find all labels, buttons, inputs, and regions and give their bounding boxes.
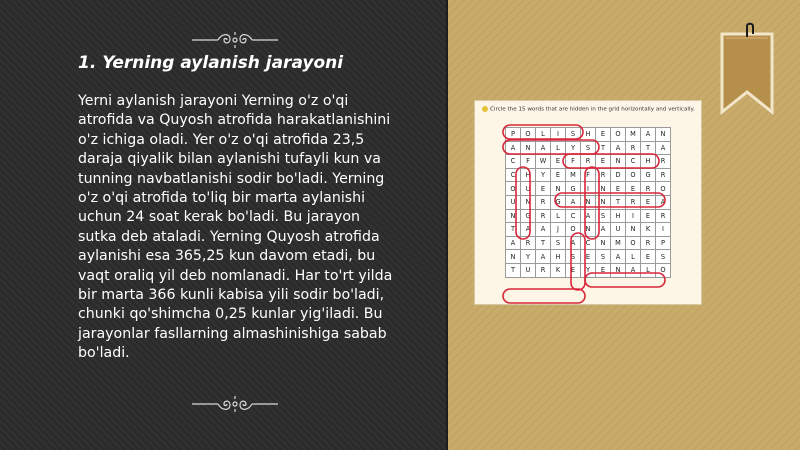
grid-cell: C [506, 155, 521, 169]
paperclip-icon [744, 22, 756, 38]
word-circle [503, 140, 599, 154]
grid-cell: N [581, 223, 596, 237]
grid-cell: A [521, 223, 536, 237]
grid-cell: E [596, 263, 611, 277]
grid-cell: Y [536, 168, 551, 182]
grid-cell: E [551, 168, 566, 182]
grid-cell: T [596, 141, 611, 155]
grid-cell: N [656, 128, 671, 142]
grid-cell: A [566, 195, 581, 209]
grid-cell: W [536, 155, 551, 169]
grid-cell: R [641, 236, 656, 250]
grid-cell: N [581, 195, 596, 209]
word-circle [585, 167, 599, 239]
grid-cell: N [521, 195, 536, 209]
grid-cell: A [596, 223, 611, 237]
grid-cell: R [656, 209, 671, 223]
grid-cell: E [566, 263, 581, 277]
word-circle [571, 233, 585, 290]
grid-cell: R [626, 195, 641, 209]
grid-cell: S [566, 128, 581, 142]
grid-cell: E [536, 182, 551, 196]
grid-cell: S [551, 236, 566, 250]
word-search-image [474, 100, 702, 305]
word-search-instruction: Circle the 15 words that are hidden in the grid horizontally and vertically. [482, 106, 695, 113]
grid-cell: T [536, 236, 551, 250]
grid-cell: S [596, 209, 611, 223]
grid-cell: A [641, 128, 656, 142]
grid-cell: F [581, 168, 596, 182]
grid-cell: Y [521, 250, 536, 264]
grid-cell: M [626, 128, 641, 142]
ornament-bottom-icon [190, 394, 280, 414]
grid-cell: O [566, 223, 581, 237]
slide-body-text: Yerni aylanish jarayoni Yerning o'z o'qi atrofida va Quyosh atrofida harakatlanishini o'z ichiga oladi. Yer o'z o'qi atrofida 23,5 daraja qiyalik bilan aylanishi tufayli kun va tunning navbatlanishi sodir bo'ladi. Yerning o'z o'qi atrofida to'liq bir marta aylanishi uchun 24 soat kerak bo'ladi. Bu jarayon sutka deb ataladi. Yerning Quyosh atrofida aylanishi esa 365,25 kun davom etadi, bu vaqt oraliq yil deb nomlanadi. Har to'rt yilda bir marta 366 kunli kabisa yili sodir bo'ladi, chunki qo'shimcha 0,25 kunlar yig'iladi. Bu jarayonlar fasllarning almashinishiga sabab bo'ladi. [78, 93, 393, 362]
grid-cell: I [626, 209, 641, 223]
word-circle [503, 289, 585, 303]
word-circle [516, 167, 530, 239]
grid-cell: E [581, 250, 596, 264]
word-circle [585, 273, 665, 287]
grid-cell: A [656, 195, 671, 209]
grid-cell: R [641, 182, 656, 196]
grid-cell: H [521, 168, 536, 182]
grid-cell: R [536, 209, 551, 223]
grid-cell: N [596, 182, 611, 196]
grid-cell: K [551, 263, 566, 277]
grid-cell: A [506, 236, 521, 250]
grid-cell: R [581, 155, 596, 169]
grid-cell: M [611, 236, 626, 250]
grid-cell: P [506, 128, 521, 142]
grid-cell: T [506, 223, 521, 237]
grid-cell: E [641, 209, 656, 223]
grid-cell: A [566, 236, 581, 250]
grid-cell: H [641, 155, 656, 169]
grid-cell: O [656, 263, 671, 277]
grid-cell: N [626, 223, 641, 237]
grid-cell: L [551, 209, 566, 223]
word-circles [475, 101, 701, 304]
grid-cell: O [626, 236, 641, 250]
grid-cell: N [506, 209, 521, 223]
grid-cell: R [521, 236, 536, 250]
word-circle [555, 193, 665, 207]
grid-cell: C [566, 209, 581, 223]
grid-cell: O [611, 128, 626, 142]
grid-cell: A [506, 141, 521, 155]
grid-cell: Y [581, 263, 596, 277]
grid-cell: D [611, 168, 626, 182]
grid-cell: N [611, 263, 626, 277]
grid-cell: N [596, 195, 611, 209]
grid-cell: S [596, 250, 611, 264]
grid-cell: S [581, 141, 596, 155]
grid-cell: G [641, 168, 656, 182]
grid-cell: L [641, 263, 656, 277]
grid-cell: Y [566, 141, 581, 155]
grid-cell: R [656, 155, 671, 169]
grid-cell: A [581, 209, 596, 223]
grid-cell: R [536, 195, 551, 209]
grid-cell: N [596, 236, 611, 250]
grid-cell: E [596, 128, 611, 142]
grid-cell: K [641, 223, 656, 237]
grid-cell: N [506, 250, 521, 264]
grid-cell: A [611, 141, 626, 155]
grid-cell: L [551, 141, 566, 155]
grid-cell: S [656, 250, 671, 264]
grid-cell: U [521, 263, 536, 277]
grid-cell: E [641, 250, 656, 264]
grid-cell: A [536, 223, 551, 237]
grid-cell: T [611, 195, 626, 209]
grid-cell: P [656, 236, 671, 250]
grid-cell: R [656, 168, 671, 182]
grid-cell: T [506, 263, 521, 277]
grid-cell: E [596, 155, 611, 169]
panel-divider [446, 0, 448, 450]
ornament-top-icon [190, 30, 280, 50]
grid-cell: E [551, 155, 566, 169]
grid-cell: O [521, 128, 536, 142]
grid-cell: C [626, 155, 641, 169]
grid-cell: S [566, 250, 581, 264]
grid-cell: I [581, 182, 596, 196]
grid-cell: I [656, 223, 671, 237]
grid-cell: A [626, 263, 641, 277]
grid-cell: H [611, 209, 626, 223]
grid-cell: O [626, 168, 641, 182]
grid-cell: A [611, 250, 626, 264]
grid-cell: G [566, 182, 581, 196]
grid-cell: N [521, 141, 536, 155]
grid-cell: E [611, 182, 626, 196]
grid-cell: L [536, 128, 551, 142]
grid-cell: C [506, 168, 521, 182]
slide-title: 1. Yerning aylanish jarayoni [78, 53, 344, 73]
grid-cell: H [581, 128, 596, 142]
grid-cell: F [566, 155, 581, 169]
grid-cell: H [551, 250, 566, 264]
grid-cell: J [551, 223, 566, 237]
grid-cell: E [641, 195, 656, 209]
grid-cell: I [551, 128, 566, 142]
grid-cell: F [521, 155, 536, 169]
grid-cell: U [611, 223, 626, 237]
word-circle [503, 125, 583, 139]
grid-cell: O [656, 182, 671, 196]
grid-cell: E [626, 182, 641, 196]
word-circle [563, 154, 659, 168]
grid-cell: N [551, 182, 566, 196]
grid-cell: A [536, 250, 551, 264]
grid-cell: R [626, 141, 641, 155]
grid-cell: G [521, 209, 536, 223]
grid-cell: N [611, 155, 626, 169]
grid-cell: M [566, 168, 581, 182]
grid-cell: R [596, 168, 611, 182]
grid-cell: O [506, 182, 521, 196]
grid-cell: A [536, 141, 551, 155]
grid-cell: C [581, 236, 596, 250]
grid-cell: L [626, 250, 641, 264]
grid-cell: U [506, 195, 521, 209]
grid-cell: R [536, 263, 551, 277]
grid-cell: T [641, 141, 656, 155]
grid-cell: A [656, 141, 671, 155]
grid-cell: U [521, 182, 536, 196]
grid-cell: G [551, 195, 566, 209]
